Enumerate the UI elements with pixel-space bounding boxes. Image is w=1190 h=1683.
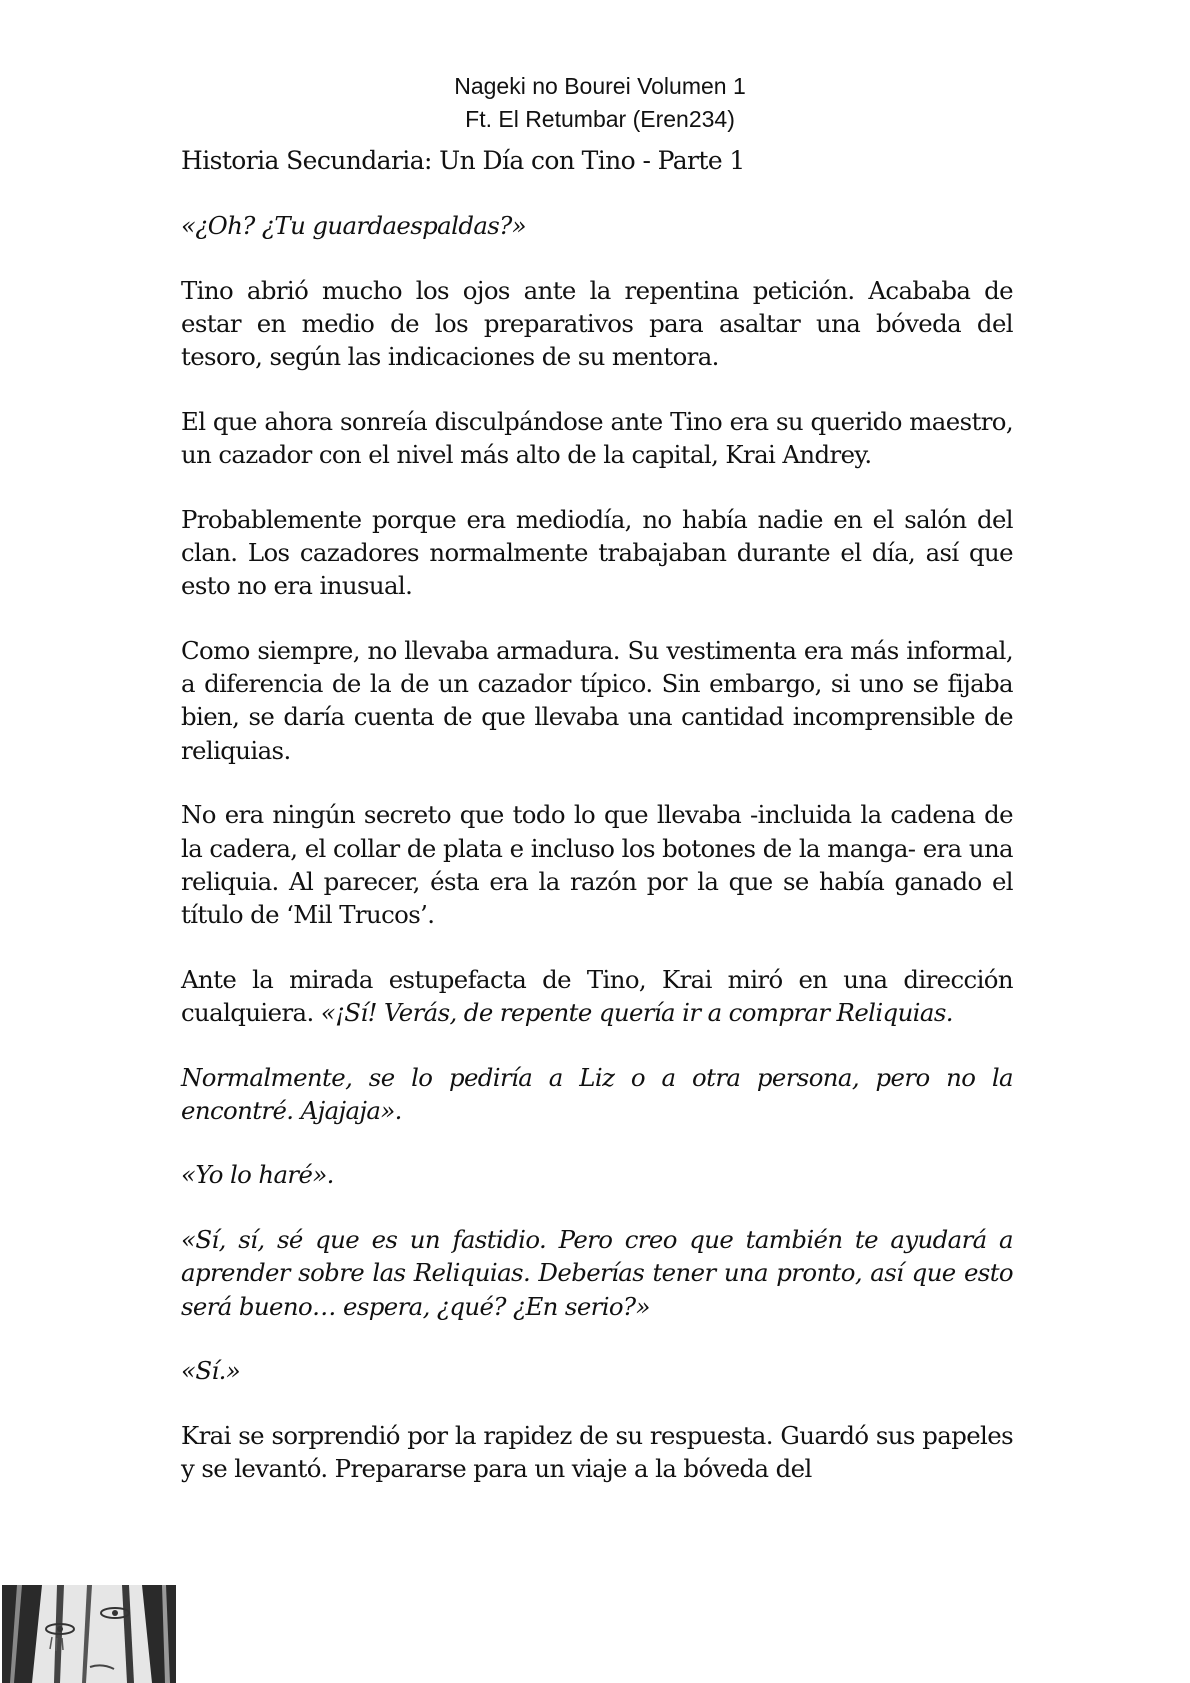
paragraph: «¿Oh? ¿Tu guardaespaldas?» xyxy=(181,211,526,241)
paragraph: Normalmente, se lo pediría a Liz o a otra persona, pero no la encontré. Ajajaja». xyxy=(181,1062,1013,1125)
paragraph: Probablemente porque era mediodía, no había nadie en el salón del clan. Los cazadores normalmente trabajaban durante el día, así que esto no era inusual. xyxy=(181,504,1013,601)
document-header xyxy=(0,70,1190,136)
paragraph xyxy=(181,963,1013,1029)
paragraph: «Sí, sí, sé que es un fastidio. Pero creo que también te ayudará a aprender sobre las Reliquias. Deberías tener una pronto, así que esto será bueno… espera, ¿qué? ¿En serio?» xyxy=(181,1225,1013,1321)
paragraph: «Yo lo haré». xyxy=(181,1160,334,1190)
paragraph: Krai se sorprendió por la rapidez de su respuesta. Guardó sus papeles y se levantó. Prepararse para un viaje a la bóveda del xyxy=(181,1420,1013,1484)
header-volume-title: Nageki no Bourei Volumen 1 xyxy=(454,73,746,99)
character-portrait-image xyxy=(2,1585,176,1683)
paragraph-narration: Ante la mirada estupefacta de Tino, Krai miró en una dirección cualquiera. xyxy=(181,964,1013,1027)
portrait-illustration xyxy=(2,1585,176,1683)
paragraph-dialogue: «¡Sí! Verás, de repente quería ir a comprar Reliquias. xyxy=(320,997,953,1027)
chapter-title: Historia Secundaria: Un Día con Tino - Parte 1 xyxy=(181,146,745,175)
paragraph: «Sí.» xyxy=(181,1356,241,1386)
header-credit: Ft. El Retumbar (Eren234) xyxy=(465,106,735,132)
paragraph: El que ahora sonreía disculpándose ante Tino era su querido maestro, un cazador con el nivel más alto de la capital, Krai Andrey. xyxy=(181,407,1013,470)
document-body xyxy=(181,144,1013,1485)
paragraph: Como siempre, no llevaba armadura. Su vestimenta era más informal, a diferencia de la de un cazador típico. Sin embargo, si uno se fijaba bien, se daría cuenta de que llevaba una cantidad incomprensible de reliquias. xyxy=(181,636,1013,765)
paragraph: Tino abrió mucho los ojos ante la repentina petición. Acababa de estar en medio de los preparativos para asaltar una bóveda del tesoro, según las indicaciones de su mentora. xyxy=(181,275,1013,372)
paragraph: No era ningún secreto que todo lo que llevaba -incluida la cadena de la cadera, el collar de plata e incluso los botones de la manga- era una reliquia. Al parecer, ésta era la razón por la que se había ganado el título de ‘Mil Trucos’. xyxy=(181,800,1013,929)
